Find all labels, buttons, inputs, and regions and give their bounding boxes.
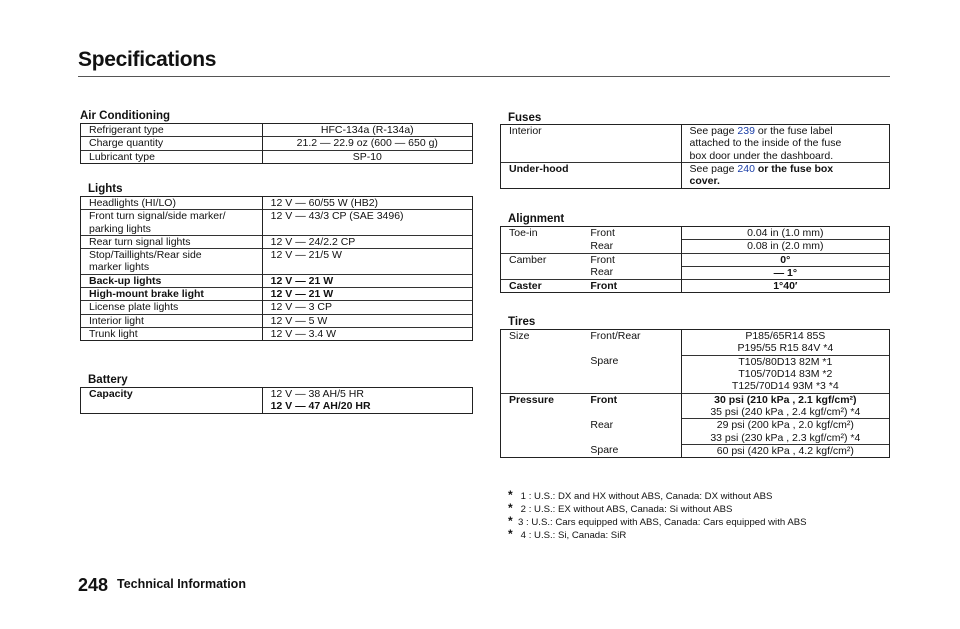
table-row	[501, 227, 890, 240]
spec-value: T105/70D14 83M *2	[681, 368, 889, 381]
spec-sublabel: Front	[582, 253, 681, 266]
page-number: 248	[78, 575, 109, 595]
spec-value: 12 V — 24/2.2 CP	[262, 235, 472, 248]
spec-label: High-mount brake light	[81, 288, 263, 301]
page-title: Specifications	[78, 48, 217, 71]
spec-label: Interior light	[81, 314, 263, 327]
spec-value: 33 psi (230 kPa , 2.3 kgf/cm²) *4	[681, 432, 889, 445]
spec-label: Lubricant type	[81, 150, 263, 163]
table-row	[501, 163, 890, 176]
spec-label: Rear turn signal lights	[81, 235, 263, 248]
spec-sublabel: Rear	[590, 266, 614, 279]
footnote	[508, 490, 807, 503]
spec-value: 12 V — 21 W	[262, 274, 472, 287]
table-row	[81, 210, 473, 223]
spec-label: Charge quantity	[81, 137, 263, 150]
spec-sublabel: Front	[582, 393, 681, 406]
spec-value: 1°40′	[681, 280, 889, 293]
fuse-see: See	[689, 125, 709, 137]
spec-value: — 1°	[681, 266, 889, 279]
spec-label: Interior	[501, 125, 682, 138]
page-reference-link[interactable]: 240	[737, 163, 755, 176]
table-row	[501, 355, 890, 368]
table-row	[501, 253, 890, 266]
footnote-text: : U.S.: EX without ABS, Canada: Si without ABS	[528, 503, 733, 515]
spec-label: Toe-in	[501, 227, 583, 240]
table-row	[81, 388, 473, 401]
spec-value: 12 V — 21 W	[262, 288, 472, 301]
spec-value: 29 psi (200 kPa , 2.0 kgf/cm²)	[681, 419, 889, 432]
table-row	[501, 432, 890, 445]
spec-value	[262, 261, 472, 274]
tires-table	[500, 329, 890, 458]
spec-label: Headlights (HI/LO)	[81, 197, 263, 210]
spec-value: 12 V — 43/3 CP (SAE 3496)	[262, 210, 472, 223]
footnote-mark: *	[508, 500, 513, 515]
fuses-table	[500, 124, 890, 189]
spec-value: P185/65R14 85S	[681, 330, 889, 343]
table-row	[81, 249, 473, 262]
spec-value: 35 psi (240 kPa , 2.4 kgf/cm²) *4	[681, 406, 889, 419]
footnote-mark: *	[508, 488, 513, 502]
spec-sublabel: Front	[582, 280, 681, 293]
table-row	[501, 125, 890, 138]
footnote	[508, 526, 807, 542]
table-row	[81, 124, 473, 137]
table-row	[81, 137, 473, 150]
spec-value: 0.08 in (2.0 mm)	[681, 240, 889, 253]
table-row	[501, 266, 890, 279]
spec-value: HFC-134a (R-134a)	[262, 124, 472, 137]
spec-value: P195/55 R15 84V *4	[681, 342, 889, 355]
spec-value: attached to the inside of the fuse	[681, 137, 889, 150]
table-row	[81, 261, 473, 274]
spec-value	[681, 163, 889, 176]
spec-label: Capacity	[81, 388, 263, 401]
spec-sublabel: Rear	[590, 239, 614, 252]
table-row	[81, 288, 473, 301]
spec-value: SP-10	[262, 150, 472, 163]
spec-value: 12 V — 3.4 W	[262, 327, 472, 340]
spec-value: 12 V — 5 W	[262, 314, 472, 327]
spec-label: Camber	[501, 253, 583, 266]
spec-sublabel: Front	[582, 227, 681, 240]
spec-value: 12 V — 60/55 W (HB2)	[262, 197, 472, 210]
section-label: Technical Information	[117, 577, 246, 591]
spec-label: Front turn signal/side marker/	[81, 210, 263, 223]
spec-label: License plate lights	[81, 301, 263, 314]
spec-value: 0°	[681, 253, 889, 266]
table-row	[81, 314, 473, 327]
spec-value: 12 V — 21/5 W	[262, 249, 472, 262]
lights-table	[80, 196, 473, 341]
spec-label: Back-up lights	[81, 274, 263, 287]
fuse-page-word: page	[711, 163, 735, 176]
spec-label: Trunk light	[81, 327, 263, 340]
table-row	[501, 380, 890, 393]
footnotes	[508, 490, 807, 542]
table-row	[501, 137, 890, 150]
footnote	[508, 513, 807, 529]
spec-label: Size	[501, 330, 583, 343]
table-row	[501, 150, 890, 163]
fuse-note: or the fuse label	[757, 125, 833, 137]
fuse-note: or the fuse box	[757, 163, 834, 176]
air-conditioning-heading: Air Conditioning	[80, 110, 171, 122]
table-row	[501, 406, 890, 419]
spec-value: 12 V — 38 AH/5 HR	[262, 388, 472, 401]
footnote	[508, 500, 807, 516]
alignment-table	[500, 226, 890, 293]
spec-value: box door under the dashboard.	[681, 150, 889, 163]
footnote-number: 2	[520, 503, 527, 515]
table-row	[81, 197, 473, 210]
table-row	[81, 274, 473, 287]
spec-label: Stop/Taillights/Rear side	[81, 249, 263, 262]
spec-label: Under-hood	[501, 163, 682, 176]
spec-value: 0.04 in (1.0 mm)	[681, 227, 889, 240]
spec-label: Pressure	[501, 393, 583, 406]
page-reference-link[interactable]: 239	[737, 125, 755, 137]
spec-label	[81, 400, 263, 413]
spec-label: parking lights	[81, 223, 263, 236]
footnote-mark: *	[508, 513, 513, 528]
alignment-heading: Alignment	[508, 213, 565, 225]
title-divider	[78, 76, 890, 77]
table-row	[501, 368, 890, 381]
spec-value: 60 psi (420 kPa , 4.2 kgf/cm²)	[681, 444, 889, 457]
spec-label: marker lights	[81, 261, 263, 274]
spec-value: T105/80D13 82M *1	[681, 355, 889, 368]
spec-value: 12 V — 47 AH/20 HR	[262, 400, 472, 413]
spec-value: 30 psi (210 kPa , 2.1 kgf/cm²)	[681, 393, 889, 406]
footnote-text: : U.S.: DX and HX without ABS, Canada: DX without ABS	[528, 491, 773, 502]
footnote-mark: *	[508, 526, 513, 541]
spec-label: Refrigerant type	[81, 124, 263, 137]
spec-value: 12 V — 3 CP	[262, 301, 472, 314]
table-row	[501, 240, 890, 253]
table-row	[81, 400, 473, 413]
spec-sublabel: Front/Rear	[582, 330, 681, 343]
table-row	[501, 280, 890, 293]
air-conditioning-table	[80, 123, 473, 164]
spec-value: 21.2 — 22.9 oz (600 — 650 g)	[262, 137, 472, 150]
spec-value	[262, 223, 472, 236]
battery-heading: Battery	[88, 374, 128, 386]
footnote-number: 3	[518, 516, 524, 528]
battery-table	[80, 387, 473, 414]
spec-label: Caster	[501, 280, 583, 293]
table-row	[501, 444, 890, 457]
table-row	[501, 342, 890, 355]
spec-sublabel: Rear	[590, 418, 614, 431]
table-row	[501, 419, 890, 432]
fuse-page-word: page	[711, 125, 735, 137]
spec-sublabel: Spare	[590, 355, 619, 368]
table-row	[81, 301, 473, 314]
table-row	[81, 223, 473, 236]
footnote-text: : U.S.: Si, Canada: SiR	[528, 529, 627, 541]
fuse-see: See	[689, 163, 709, 176]
footnote-number: 4	[520, 529, 527, 541]
footnote-number: 1	[520, 491, 527, 502]
table-row	[501, 393, 890, 406]
spec-value: T125/70D14 93M *3 *4	[681, 380, 889, 393]
fuses-heading: Fuses	[508, 112, 542, 124]
table-row	[501, 175, 890, 188]
spec-value	[681, 125, 889, 138]
spec-sublabel: Spare	[582, 444, 681, 457]
spec-value: cover.	[681, 175, 889, 188]
tires-heading: Tires	[508, 316, 536, 328]
table-row	[501, 330, 890, 343]
table-row	[81, 150, 473, 163]
table-row	[81, 327, 473, 340]
table-row	[81, 235, 473, 248]
footnote-text: : U.S.: Cars equipped with ABS, Canada: Cars equipped with ABS	[526, 516, 807, 528]
lights-heading: Lights	[88, 183, 123, 195]
